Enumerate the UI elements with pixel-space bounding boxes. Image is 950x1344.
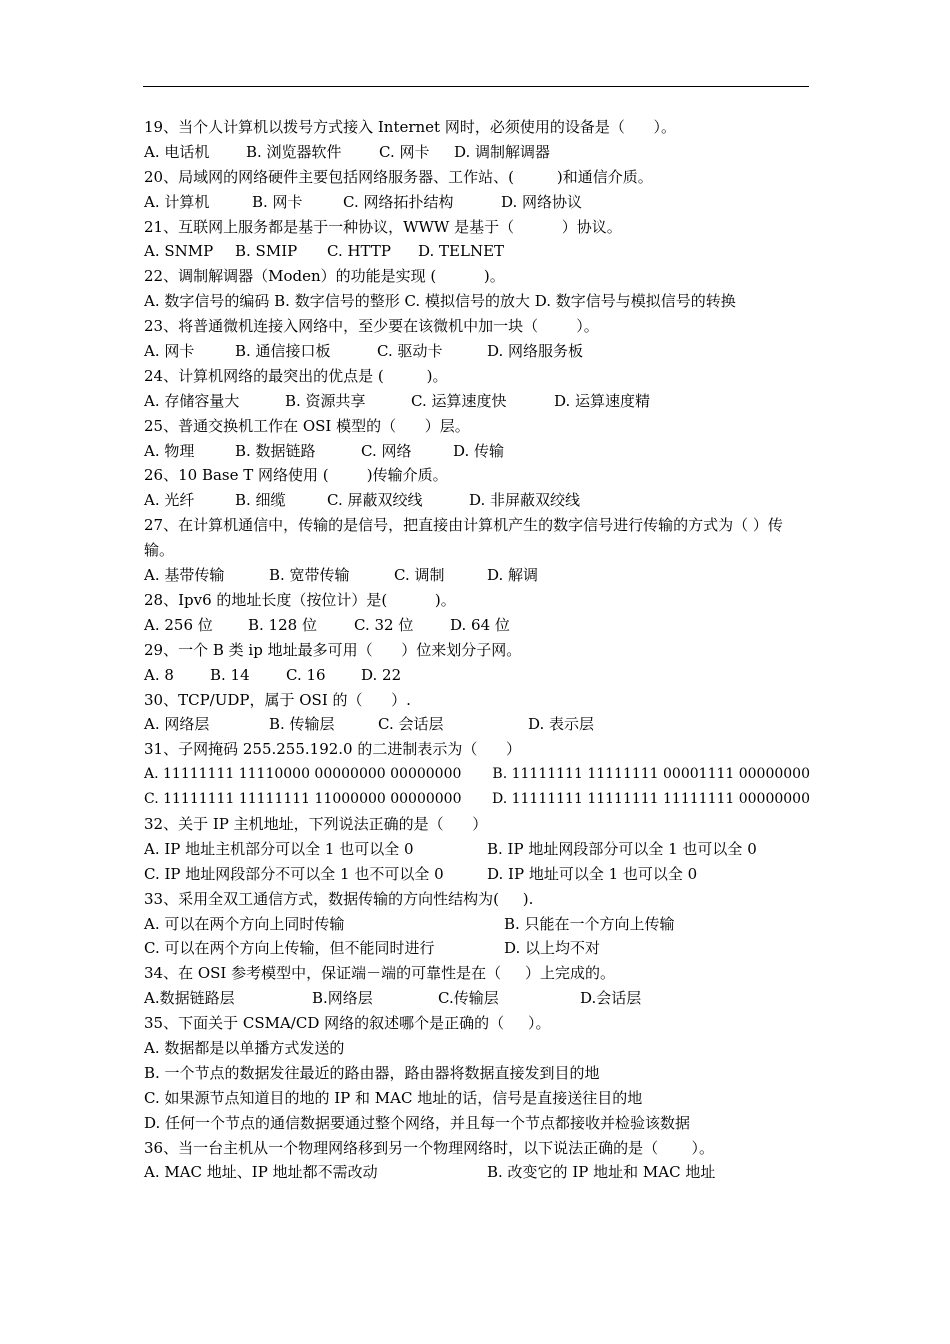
option-d: D. 22 [361, 665, 402, 684]
options-24 [144, 389, 810, 414]
options-34 [144, 986, 810, 1011]
option-b: B. 传输层 [269, 715, 335, 734]
option-b: B. 只能在一个方向上传输 [504, 914, 675, 933]
option-a: A. 存储容量大 [144, 391, 240, 410]
option-d: D. 调制解调器 [454, 142, 551, 161]
option-b: B. 14 [210, 665, 250, 684]
option-c: C. 屏蔽双绞线 [327, 491, 423, 510]
options-31-cd [144, 787, 810, 812]
option-d: D. 11111111 11111111 11111111 00000000 [491, 791, 810, 808]
option-d: D. 网络协议 [501, 192, 583, 211]
question-20: 20、局域网的网络硬件主要包括网络服务器、工作站、( )和通信介质。 [144, 167, 653, 186]
options-22: A. 数字信号的编码 B. 数字信号的整形 C. 模拟信号的放大 D. 数字信号与模拟信号的转换 [144, 292, 736, 311]
question-34: 34、在 OSI 参考模型中，保证端－端的可靠性是在（ ）上完成的。 [144, 964, 615, 983]
option-a: A. 数据都是以单播方式发送的 [144, 1039, 345, 1057]
option-c: C. 网络 [361, 441, 412, 460]
option-c: C. 可以在两个方向上传输，但不能同时进行 [144, 939, 435, 958]
option-c: C. 如果源节点知道目的地的 IP 和 MAC 地址的话，信号是直接送往目的地 [144, 1088, 643, 1107]
question-19: 19、当个人计算机以拨号方式接入 Internet 网时，必须使用的设备是（ ）。 [144, 118, 676, 136]
option-c: C.传输层 [438, 989, 499, 1008]
question-35: 35、下面关于 CSMA/CD 网络的叙述哪个是正确的（ ）。 [144, 1014, 551, 1033]
question-32: 32、关于 IP 主机地址，下列说法正确的是（ ） [144, 814, 488, 833]
option-a: A. 电话机 [144, 142, 210, 161]
question-30: 30、TCP/UDP，属于 OSI 的（ ）. [144, 690, 411, 709]
question-26: 26、10 Base T 网络使用 ( )传输介质。 [144, 466, 448, 485]
option-a: A. 可以在两个方向上同时传输 [144, 914, 345, 933]
option-d: D. 传输 [453, 441, 505, 460]
option-d: D. 表示层 [528, 715, 595, 734]
option-c: C. 11111111 11111111 11000000 00000000 [144, 791, 462, 808]
question-list [144, 115, 810, 1185]
question-21: 21、互联网上服务都是基于一种协议，WWW 是基于（ ）协议。 [144, 217, 622, 236]
option-a: A. SNMP [144, 242, 214, 261]
option-b: B.网络层 [312, 989, 373, 1008]
header-rule [143, 86, 809, 87]
option-b: B. 宽带传输 [269, 566, 350, 585]
option-c: C. IP 地址网段部分不可以全 1 也不可以全 0 [144, 864, 444, 883]
option-c: C. 16 [286, 665, 326, 684]
options-31-ab [144, 762, 810, 787]
question-36: 36、当一台主机从一个物理网络移到另一个物理网络时，以下说法正确的是（ ）。 [144, 1138, 714, 1157]
options-29 [144, 663, 810, 688]
option-c: C. HTTP [327, 242, 391, 261]
option-a: A. 计算机 [144, 192, 210, 211]
option-d: D. 网络服务板 [487, 342, 584, 361]
option-a: A. IP 地址主机部分可以全 1 也可以全 0 [144, 839, 414, 858]
option-a: A. 光纤 [144, 491, 195, 510]
option-c: C. 32 位 [354, 615, 414, 634]
options-23 [144, 339, 810, 364]
option-a: A. 网卡 [144, 342, 195, 361]
option-c: C. 网络拓扑结构 [343, 192, 454, 211]
option-d: D. 解调 [487, 566, 539, 585]
option-b: B. 128 位 [248, 615, 317, 634]
option-b: B. 细缆 [235, 491, 286, 510]
question-29: 29、一个 B 类 ip 地址最多可用（ ）位来划分子网。 [144, 640, 522, 659]
options-25 [144, 439, 810, 464]
option-b: B. 网卡 [252, 192, 303, 211]
option-b: B. 数据链路 [235, 441, 316, 460]
options-21 [144, 239, 810, 264]
option-a: A. 11111111 11110000 00000000 00000000 [144, 766, 462, 783]
option-d: D. 非屏蔽双绞线 [469, 491, 581, 510]
options-27 [144, 563, 810, 588]
options-30 [144, 712, 810, 737]
option-b: B. 11111111 11111111 00001111 00000000 [492, 766, 810, 783]
option-a: A.数据链路层 [144, 989, 235, 1008]
option-c: C. 网卡 [379, 142, 430, 161]
option-d: D. 任何一个节点的通信数据要通过整个网络，并且每一个节点都接收并检验该数据 [144, 1113, 691, 1132]
option-c: C. 调制 [394, 566, 445, 585]
question-23: 23、将普通微机连接入网络中，至少要在该微机中加一块（ ）。 [144, 317, 599, 336]
question-25: 25、普通交换机工作在 OSI 模型的（ ）层。 [144, 416, 470, 435]
option-b: B. 改变它的 IP 地址和 MAC 地址 [487, 1163, 716, 1182]
question-24: 24、计算机网络的最突出的优点是 ( )。 [144, 366, 448, 385]
option-c: C. 驱动卡 [377, 342, 443, 361]
option-d: D. 运算速度精 [554, 391, 651, 410]
option-b: B. 通信接口板 [235, 342, 331, 361]
options-20 [144, 190, 810, 215]
option-b: B. SMIP [235, 242, 298, 261]
question-28: 28、Ipv6 的地址长度（按位计）是( )。 [144, 590, 456, 609]
option-a: A. 8 [144, 665, 174, 684]
option-c: C. 会话层 [378, 715, 444, 734]
options-33-cd [144, 936, 810, 961]
option-a: A. 网络层 [144, 715, 210, 734]
option-d: D. IP 地址可以全 1 也可以全 0 [487, 864, 698, 883]
option-c: C. 运算速度快 [411, 391, 507, 410]
option-d: D. TELNET [418, 242, 505, 261]
options-33-ab [144, 912, 810, 937]
option-b: B. 浏览器软件 [246, 142, 342, 161]
option-b: B. 一个节点的数据发往最近的路由器，路由器将数据直接发到目的地 [144, 1063, 600, 1082]
option-b: B. 资源共享 [285, 391, 366, 410]
option-a: A. 物理 [144, 441, 195, 460]
question-27: 27、在计算机通信中，传输的是信号，把直接由计算机产生的数字信号进行传输的方式为（ ）传输。 [144, 516, 783, 560]
question-31: 31、子网掩码 255.255.192.0 的二进制表示为（ ） [144, 740, 521, 759]
option-d: D. 以上均不对 [504, 939, 601, 958]
options-28 [144, 613, 810, 638]
option-d: D.会话层 [580, 989, 642, 1008]
question-22: 22、调制解调器（Moden）的功能是实现 ( )。 [144, 267, 505, 286]
option-a: A. 基带传输 [144, 566, 225, 585]
option-d: D. 64 位 [450, 615, 510, 634]
options-32-ab [144, 837, 810, 862]
options-26 [144, 488, 810, 513]
option-b: B. IP 地址网段部分可以全 1 也可以全 0 [487, 839, 757, 858]
options-19 [144, 140, 810, 165]
option-a: A. MAC 地址、IP 地址都不需改动 [144, 1163, 378, 1182]
question-33: 33、采用全双工通信方式，数据传输的方向性结构为( ). [144, 889, 534, 908]
options-36-ab [144, 1160, 810, 1185]
options-32-cd [144, 862, 810, 887]
option-a: A. 256 位 [144, 615, 213, 634]
